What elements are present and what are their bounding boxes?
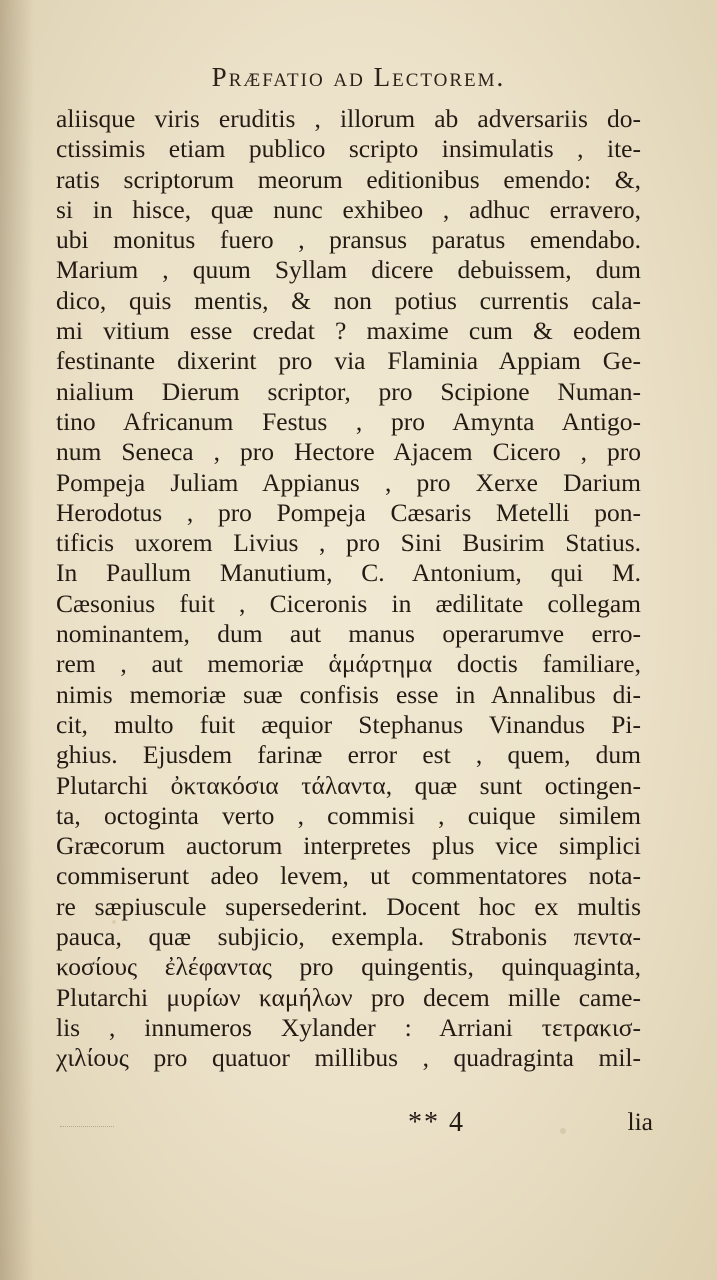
body-text [56, 104, 641, 1074]
text-line: lis , innumeros Xylander : Arriani τετρακισ- [56, 1012, 641, 1042]
catchword: lia [627, 1107, 653, 1136]
signature-mark: ** 4 [408, 1107, 465, 1138]
text-line: Plutarchi μυρίων καμήλων pro decem mille came- [56, 982, 641, 1012]
text-line: Pompeja Juliam Appianus , pro Xerxe Darium [56, 467, 641, 497]
page-footer [56, 1107, 653, 1141]
text-line: aliisque viris eruditis , illorum ab adversariis do- [56, 104, 641, 133]
text-line: ctissimis etiam publico scripto insimulatis , ite- [56, 134, 641, 164]
text-line: dico, quis mentis, & non potius currentis cala- [56, 285, 641, 315]
text-line: Herodotus , pro Pompeja Cæsaris Metelli pon- [56, 497, 641, 527]
text-line: Græcorum auctorum interpretes plus vice simplici [56, 831, 641, 861]
text-line: cit, multo fuit æquior Stephanus Vinandus Pi- [56, 709, 641, 739]
text-line: mi vitium esse credat ? maxime cum & eodem [56, 316, 641, 346]
text-line: Cæsonius fuit , Ciceronis in ædilitate collegam [56, 588, 641, 618]
text-line: ghius. Ejusdem farinæ error est , quem, dum [56, 740, 641, 770]
text-line: commiserunt adeo levem, ut commentatores nota- [56, 861, 641, 891]
text-line: tino Africanum Festus , pro Amynta Antigo- [56, 406, 641, 436]
text-line: nialium Dierum scriptor, pro Scipione Numan- [56, 376, 641, 406]
text-line: nominantem, dum aut manus operarumve erro- [56, 619, 641, 649]
text-line: tificis uxorem Livius , pro Sini Busirim Statius. [56, 528, 641, 558]
text-line: nimis memoriæ suæ confisis esse in Annalibus di- [56, 679, 641, 709]
text-line: ubi monitus fuero , pransus paratus emendabo. [56, 225, 641, 255]
text-line: pauca, quæ subjicio, exempla. Strabonis πεντα- [56, 922, 641, 952]
text-line: Marium , quum Syllam dicere debuissem, dum [56, 255, 641, 285]
text-line: χιλίους pro quatuor millibus , quadraginta mil- [56, 1043, 641, 1073]
text-line: ta, octoginta verto , commisi , cuique similem [56, 800, 641, 830]
text-line: κοσίους ἐλέφαντας pro quingentis, quinquaginta, [56, 952, 641, 982]
gutter-shadow [0, 0, 34, 1280]
text-line: rem , aut memoriæ ἁμάρτημα doctis familiare, [56, 649, 641, 679]
running-head: Præfatio ad Lectorem. [211, 62, 506, 92]
text-line: In Paullum Manutium, C. Antonium, qui M. [56, 558, 641, 588]
text-line: festinante dixerint pro via Flaminia Appiam Ge- [56, 346, 641, 376]
text-line: si in hisce, quæ nunc exhibeo , adhuc erravero, [56, 194, 641, 224]
text-line: Plutarchi ὀκτακόσια τάλαντα, quæ sunt octingen- [56, 770, 641, 800]
text-line: num Seneca , pro Hectore Ajacem Cicero , pro [56, 437, 641, 467]
text-line: ratis scriptorum meorum editionibus emendo: &, [56, 164, 641, 194]
text-line: re sæpiuscule supersederint. Docent hoc ex multis [56, 891, 641, 921]
